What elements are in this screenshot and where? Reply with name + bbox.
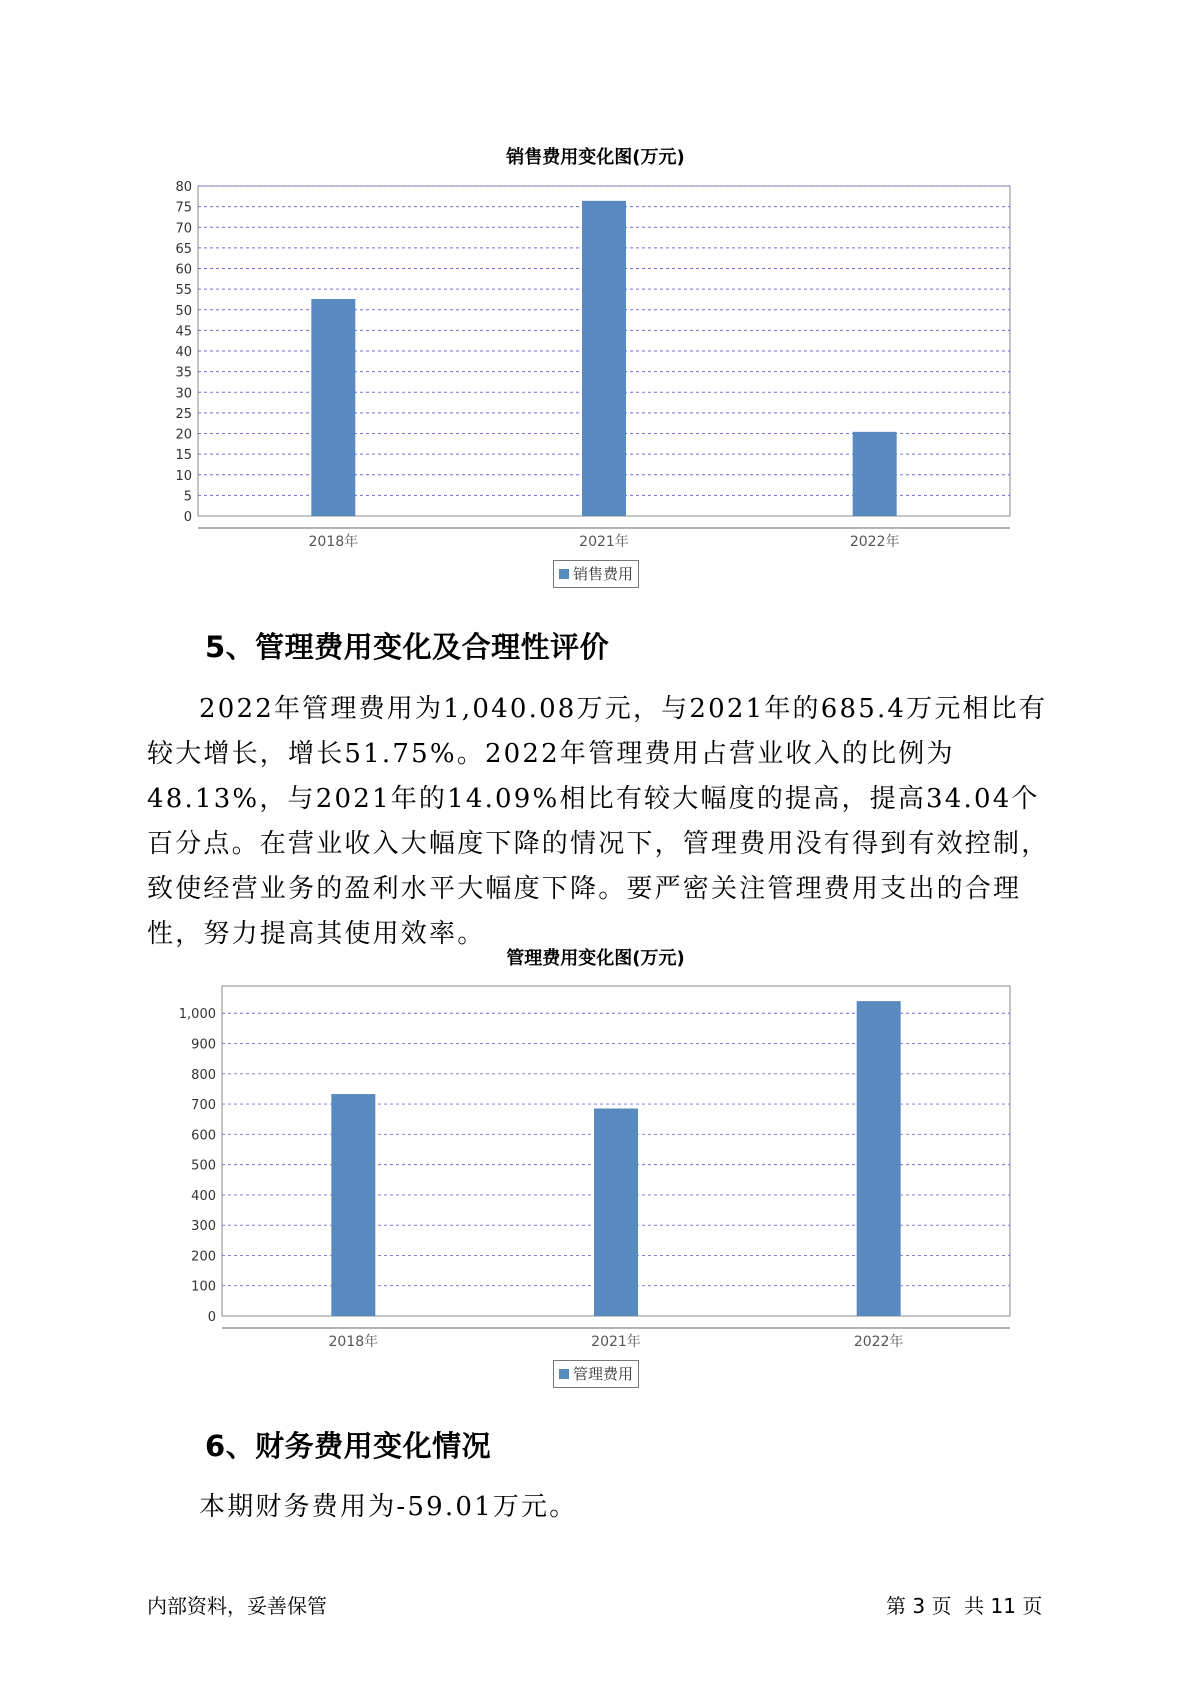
x-tick-label: 2021年 <box>591 1334 641 1350</box>
x-tick-label: 2018年 <box>308 534 359 550</box>
y-tick-label: 300 <box>191 1219 216 1235</box>
y-tick-label: 40 <box>175 345 192 360</box>
y-tick-label: 50 <box>175 303 192 319</box>
y-tick-label: 65 <box>175 241 192 257</box>
y-tick-label: 30 <box>175 386 192 402</box>
bar <box>857 1001 901 1316</box>
admin-expense-legend <box>553 1360 639 1388</box>
y-tick-label: 700 <box>191 1098 216 1114</box>
y-tick-label: 10 <box>175 468 192 484</box>
y-tick-label: 20 <box>175 427 192 443</box>
y-tick-label: 400 <box>191 1188 216 1204</box>
y-tick-label: 75 <box>175 200 192 216</box>
footer-page-number: 第 3 页 共 11 页 <box>886 1594 1043 1618</box>
admin-expense-chart-title: 管理费用变化图(万元) <box>506 948 685 969</box>
section6-paragraph-text: 本期财务费用为-59.01万元。 <box>199 1492 578 1522</box>
y-tick-label: 0 <box>207 1310 216 1325</box>
y-tick-label: 200 <box>191 1249 216 1265</box>
sales-expense-chart-title: 销售费用变化图(万元) <box>506 147 685 168</box>
bar <box>331 1094 375 1316</box>
y-tick-label: 70 <box>175 221 192 237</box>
bar <box>594 1108 638 1316</box>
section6-paragraph <box>147 1485 1052 1530</box>
section6-heading: 6、财务费用变化情况 <box>205 1429 492 1463</box>
y-tick-label: 1,000 <box>178 1007 216 1023</box>
y-tick-label: 5 <box>183 489 192 505</box>
y-tick-label: 0 <box>183 510 192 525</box>
y-tick-label: 80 <box>175 180 192 195</box>
y-tick-label: 100 <box>191 1279 216 1295</box>
x-tick-label: 2022年 <box>849 534 900 550</box>
legend-label: 销售费用 <box>573 565 634 583</box>
legend-swatch <box>559 1369 569 1379</box>
y-tick-label: 500 <box>191 1158 216 1174</box>
x-tick-label: 2018年 <box>328 1334 379 1350</box>
y-tick-label: 800 <box>191 1067 216 1083</box>
x-tick-label: 2022年 <box>853 1334 904 1350</box>
section5-heading: 5、管理费用变化及合理性评价 <box>205 630 610 664</box>
y-tick-label: 60 <box>175 262 192 278</box>
y-tick-label: 45 <box>175 324 192 340</box>
y-tick-label: 25 <box>175 406 192 422</box>
y-tick-label: 600 <box>191 1128 216 1144</box>
y-tick-label: 35 <box>175 365 192 381</box>
x-tick-label: 2021年 <box>579 534 629 550</box>
legend-label: 管理费用 <box>573 1365 634 1383</box>
y-tick-label: 900 <box>191 1037 216 1053</box>
y-tick-label: 55 <box>175 283 192 299</box>
section5-paragraph-text: 2022年管理费用为1,040.08万元，与2021年的685.4万元相比有较大增长，增长51.75%。2022年管理费用占营业收入的比例为48.13%，与2021年的14.09%相比有较大幅度的提高，提高34.04个百分点。在营业收入大幅度下降的情况下，管理费用没有得到有效控制，致使经营业务的盈利水平大幅度下降。要严密关注管理费用支出的合理性，努力提高其使用效率。 <box>147 694 1050 949</box>
footer-left: 内部资料，妥善保管 <box>147 1594 327 1618</box>
y-tick-label: 15 <box>175 448 192 464</box>
